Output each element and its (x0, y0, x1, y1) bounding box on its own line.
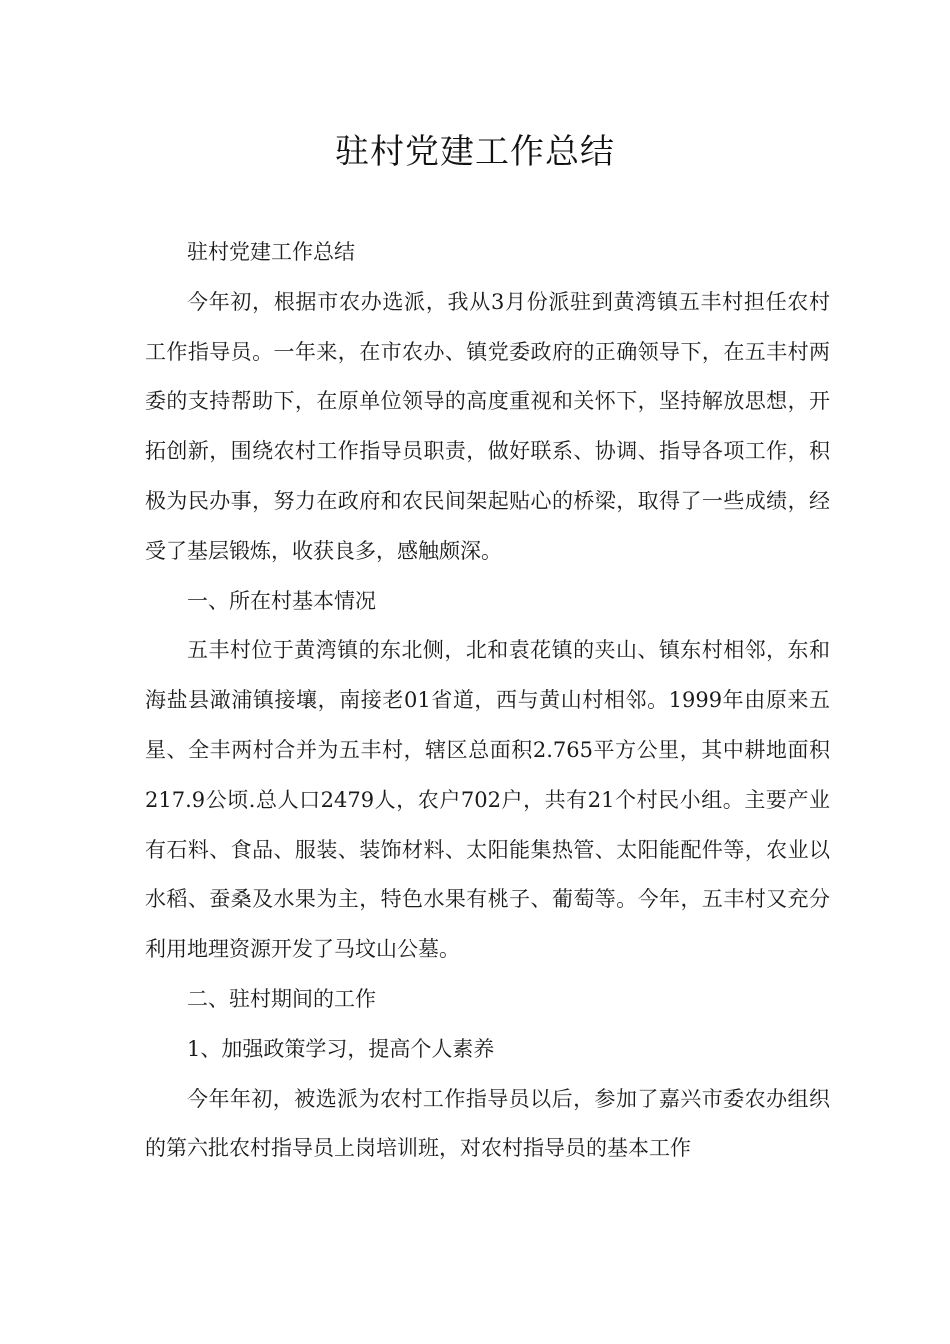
document-body (145, 228, 830, 1174)
study-paragraph: 今年年初，被选派为农村工作指导员以后，参加了嘉兴市委农办组织的第六批农村指导员上岗培训班，对农村指导员的基本工作 (145, 1086, 830, 1161)
intro-paragraph: 今年初，根据市农办选派，我从3月份派驻到黄湾镇五丰村担任农村工作指导员。一年来，在市农办、镇党委政府的正确领导下，在五丰村两委的支持帮助下，在原单位领导的高度重视和关怀下，坚持解放思想，开拓创新，围绕农村工作指导员职责，做好联系、协调、指导各项工作，积极为民办事，努力在政府和农民间架起贴心的桥梁，取得了一些成绩，经受了基层锻炼，收获良多，感触颇深。 (145, 289, 830, 563)
subsection-heading-study: 1、加强政策学习，提高个人素养 (187, 1036, 495, 1061)
section-heading-basic-situation: 一、所在村基本情况 (187, 588, 376, 613)
section-heading-work: 二、驻村期间的工作 (187, 986, 376, 1011)
document-title: 驻村党建工作总结 (335, 132, 615, 172)
subtitle-paragraph: 驻村党建工作总结 (187, 240, 355, 264)
village-info-paragraph: 五丰村位于黄湾镇的东北侧，北和袁花镇的夹山、镇东村相邻，东和海盐县澉浦镇接壤，南接老01省道，西与黄山村相邻。1999年由原来五星、全丰两村合并为五丰村，辖区总面积2.765平方公里，其中耕地面积217.9公顷.总人口2479人，农户702户，共有21个村民小组。主要产业有石料、食品、服装、装饰材料、太阳能集热管、太阳能配件等，农业以水稻、蚕桑及水果为主，特色水果有桃子、葡萄等。今年，五丰村又充分利用地理资源开发了马坟山公墓。 (145, 638, 830, 962)
